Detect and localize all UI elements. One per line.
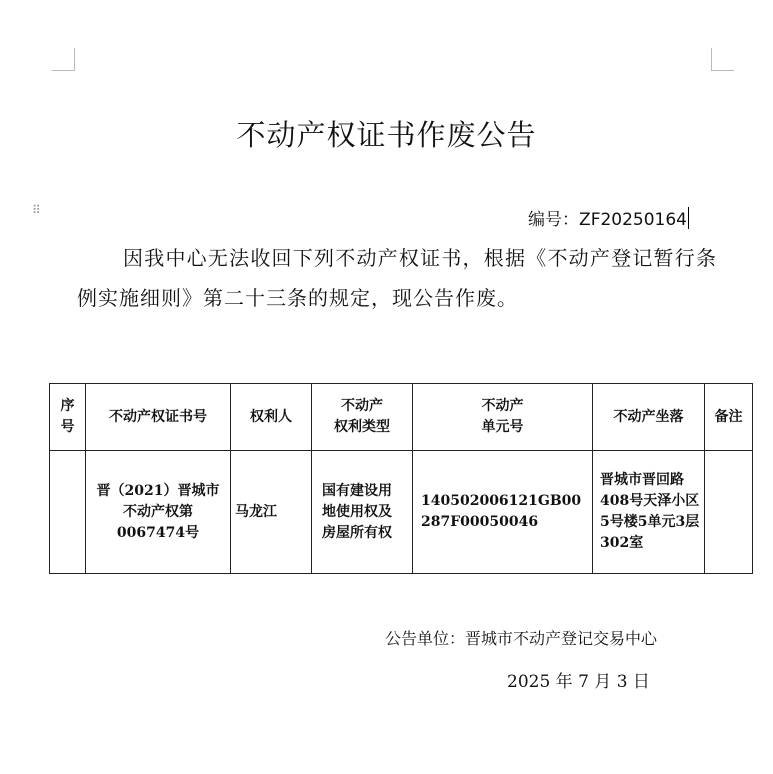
cell-location: 晋城市晋回路408号天泽小区5号楼5单元3层302室 [593, 451, 705, 574]
cell-seq [50, 451, 86, 574]
cell-holder: 马龙江 [231, 451, 312, 574]
header-cert-no: 不动产权证书号 [86, 384, 231, 451]
cell-cert-no: 晋（2021）晋城市不动产权第0067474号 [86, 451, 231, 574]
announcement-body: 因我中心无法收回下列不动产权证书，根据《不动产登记暂行条例实施细则》第二十三条的规定，现公告作废。 [77, 246, 717, 310]
page-title: 不动产权证书作废公告 [236, 118, 537, 152]
header-right-type [312, 384, 413, 451]
page-corner-mark-top-right [711, 48, 734, 71]
header-holder: 权利人 [231, 384, 312, 451]
document-number-value[interactable]: ZF20250164 [579, 210, 687, 230]
table-row [50, 451, 753, 574]
header-right-type-line2: 权利类型 [334, 419, 390, 435]
announcement-date: 2025 年 7 月 3 日 [507, 672, 650, 692]
header-seq: 序号 [50, 384, 86, 451]
header-unit-no-line1: 不动产 [481, 398, 524, 414]
header-remark: 备注 [705, 384, 753, 451]
cell-unit-no: 140502006121GB00287F00050046 [413, 451, 593, 574]
cell-remark [705, 451, 753, 574]
document-number-label: 编号： [528, 210, 580, 230]
page-corner-mark-top-left [52, 48, 75, 71]
header-location: 不动产坐落 [593, 384, 705, 451]
drag-handle-icon[interactable]: ⠿ [32, 203, 42, 217]
header-unit-no-line2: 单元号 [481, 419, 524, 435]
table-header-row [50, 384, 753, 451]
header-right-type-line1: 不动产 [341, 398, 383, 414]
document-number[interactable] [528, 205, 689, 230]
cell-right-type: 国有建设用地使用权及房屋所有权 [312, 451, 413, 574]
certificate-table [49, 383, 753, 574]
issuing-unit: 公告单位：晋城市不动产登记交易中心 [385, 629, 658, 648]
header-unit-no [413, 384, 593, 451]
text-cursor [688, 207, 689, 229]
